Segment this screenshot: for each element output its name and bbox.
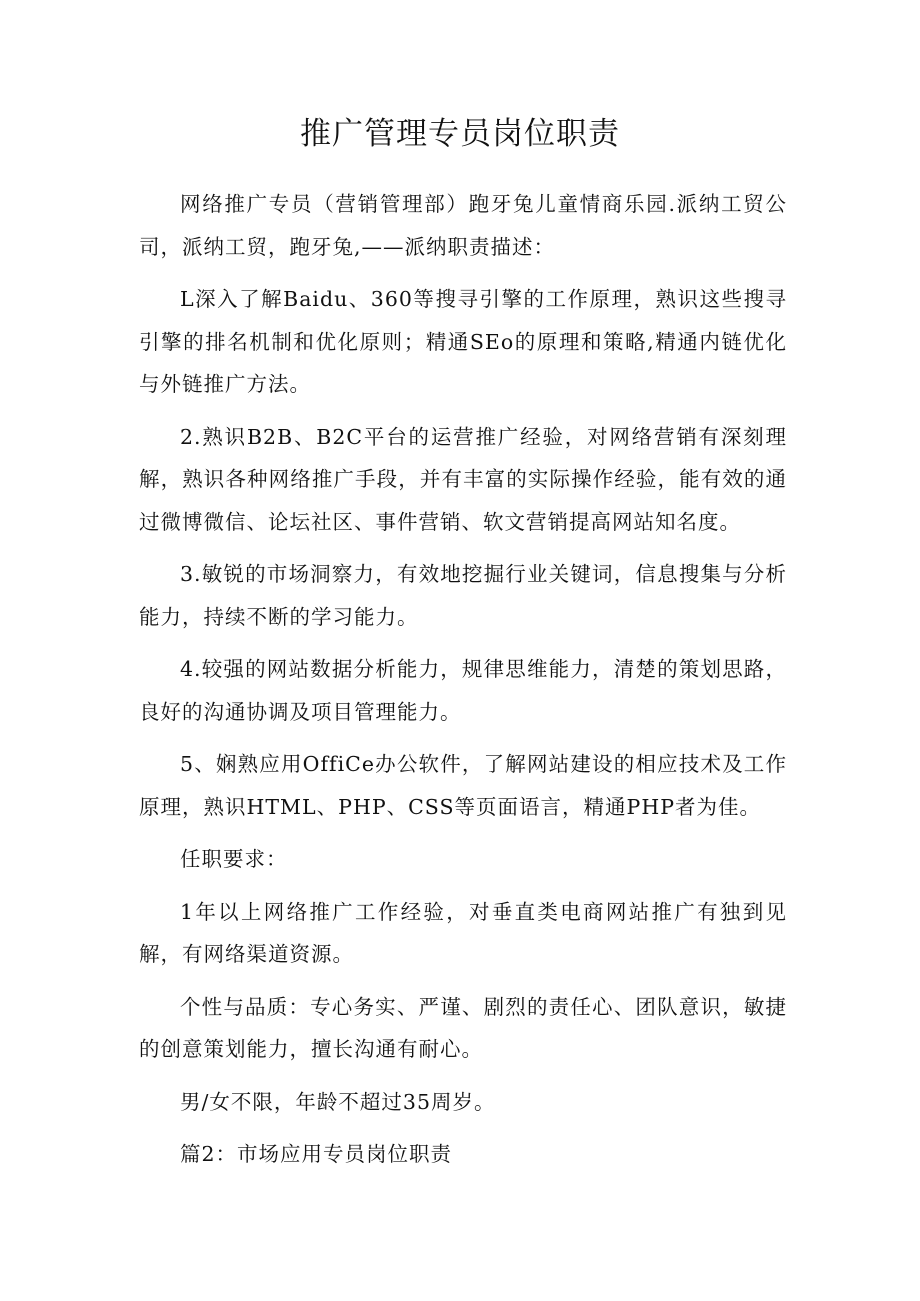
paragraph-duty-2: 2.熟识B2B、B2C平台的运营推广经验，对网络营销有深刻理解，熟识各种网络推广手段，并有丰富的实际操作经验，能有效的通过微博微信、论坛社区、事件营销、软文营销提高网站知名度。 [139,424,787,534]
paragraph-requirement-personality: 个性与品质：专心务实、严谨、剧烈的责任心、团队意识，敏捷的创意策划能力，擅长沟通有耐心。 [139,994,787,1061]
document-body [139,183,787,1186]
paragraph-requirement-experience: 1年以上网络推广工作经验，对垂直类电商网站推广有独到见解，有网络渠道资源。 [139,899,787,966]
paragraph-intro: 网络推广专员（营销管理部）跑牙兔儿童情商乐园.派纳工贸公司，派纳工贸，跑牙兔,——派纳职责描述： [139,192,787,259]
paragraph-requirement-age: 男/女不限，年龄不超过35周岁。 [180,1089,496,1114]
paragraph-duty-5: 5、娴熟应用OffiCe办公软件，了解网站建设的相应技术及工作原理，熟识HTML、PHP、CSS等页面语言，精通PHP者为佳。 [139,752,787,819]
document-title: 推广管理专员岗位职责 [300,116,620,152]
paragraph-duty-1: L深入了解Baidu、360等搜寻引擎的工作原理，熟识这些搜寻引擎的排名机制和优化原则；精通SEo的原理和策略,精通内链优化与外链推广方法。 [139,287,787,396]
paragraph-section-2-heading: 篇2：市场应用专员岗位职责 [180,1142,453,1166]
paragraph-duty-3: 3.敏锐的市场洞察力，有效地挖掘行业关键词，信息搜集与分析能力，持续不断的学习能力。 [139,562,787,629]
paragraph-duty-4: 4.较强的网站数据分析能力，规律思维能力，清楚的策划思路，良好的沟通协调及项目管理能力。 [139,657,787,724]
paragraph-requirements-heading: 任职要求： [180,847,288,871]
